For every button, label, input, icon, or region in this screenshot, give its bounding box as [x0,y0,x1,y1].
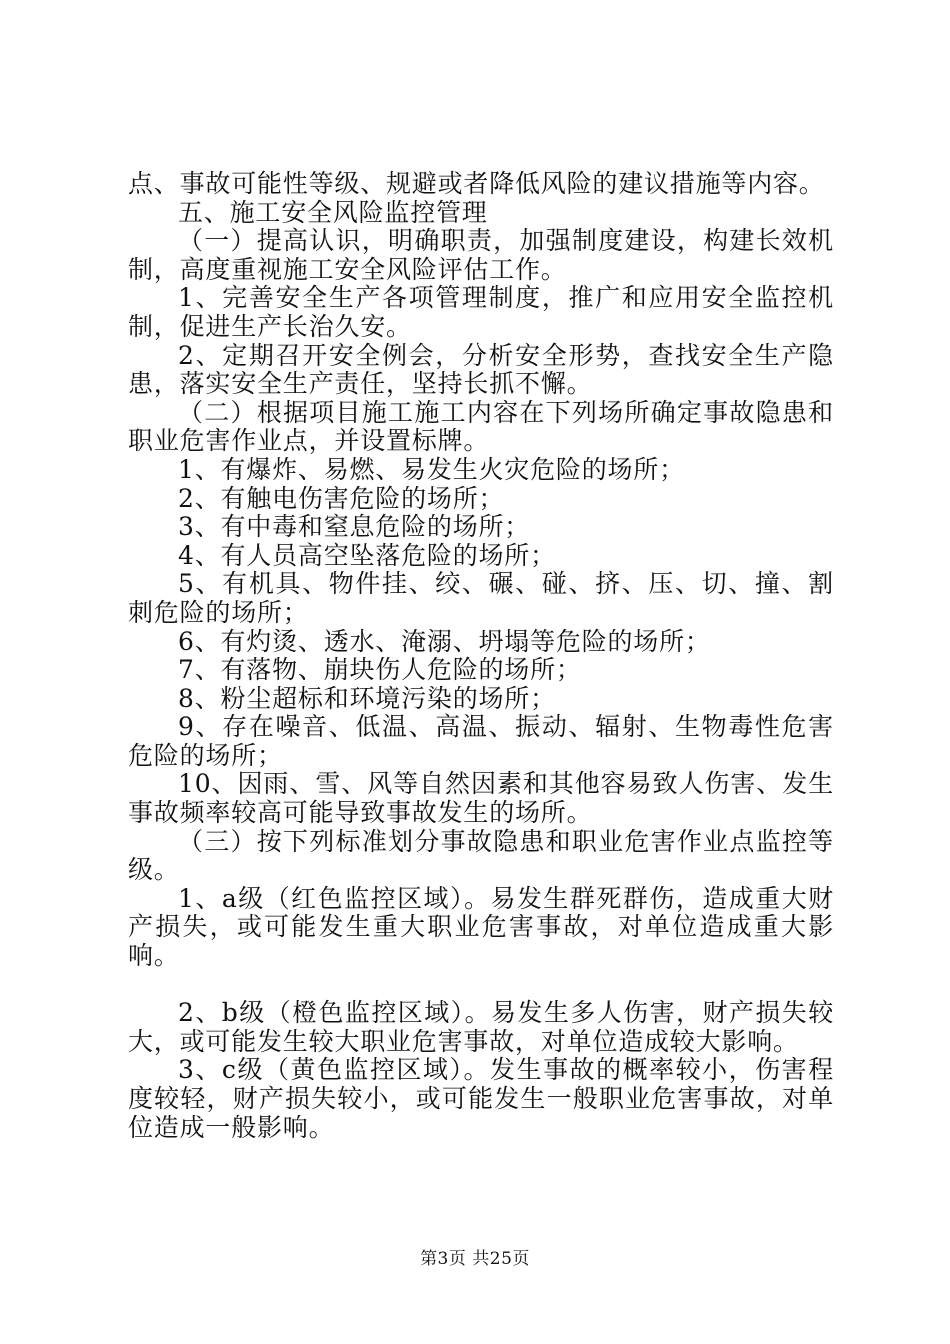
blank-line [128,971,834,1000]
subsection-heading-1: （一）提高认识，明确职责，加强制度建设，构建长效机制，高度重视施工安全风险评估工作。 [128,226,834,284]
list-item: 5、有机具、物件挂、绞、碾、碰、挤、压、切、撞、割刺危险的场所； [128,569,834,627]
subsection-heading-3: （三）按下列标准划分事故隐患和职业危害作业点监控等级。 [128,826,834,885]
list-item: 6、有灼烫、透水、淹溺、坍塌等危险的场所； [178,626,711,656]
list-item: 3、c级（黄色监控区域）。发生事故的概率较小，伤害程度较轻，财产损失较小，或可能发生一般职业危害事故，对单位造成一般影响。 [128,1055,834,1142]
list-item: 7、有落物、崩块伤人危险的场所； [178,655,582,685]
list-item: 9、存在噪音、低温、高温、振动、辐射、生物毒性危害危险的场所； [128,712,834,770]
list-item: 1、有爆炸、易燃、易发生火灾危险的场所； [178,454,685,484]
section-heading-5: 五、施工安全风险监控管理 [178,197,488,227]
list-item: 2、有触电伤害危险的场所； [178,483,505,513]
list-item: 1、a级（红色监控区域）。易发生群死群伤，造成重大财产损失，或可能发生重大职业危害事故，对单位造成重大影响。 [128,883,834,971]
subsection-heading-2: （二）根据项目施工施工内容在下列场所确定事故隐患和职业危害作业点，并设置标牌。 [128,397,834,456]
list-item: 10、因雨、雪、风等自然因素和其他容易致人伤害、发生事故频率较高可能导致事故发生的场所。 [128,769,834,828]
document-body [128,170,834,1142]
list-item: 2、定期召开安全例会，分析安全形势，查找安全生产隐患，落实安全生产责任，坚持长抓不懈。 [128,340,834,399]
paragraph-continuation: 点、事故可能性等级、规避或者降低风险的建议措施等内容。 [128,169,825,198]
list-item: 3、有中毒和窒息危险的场所； [178,512,531,542]
list-item: 8、粉尘超标和环境污染的场所； [178,683,556,713]
list-item: 4、有人员高空坠落危险的场所； [178,540,556,570]
list-item: 1、完善安全生产各项管理制度，推广和应用安全监控机制，促进生产长治久安。 [128,283,834,341]
list-item: 2、b级（橙色监控区域）。易发生多人伤害，财产损失较大，或可能发生较大职业危害事故，对单位造成较大影响。 [128,998,834,1056]
page-number-footer: 第3页 共25页 [420,1249,530,1269]
